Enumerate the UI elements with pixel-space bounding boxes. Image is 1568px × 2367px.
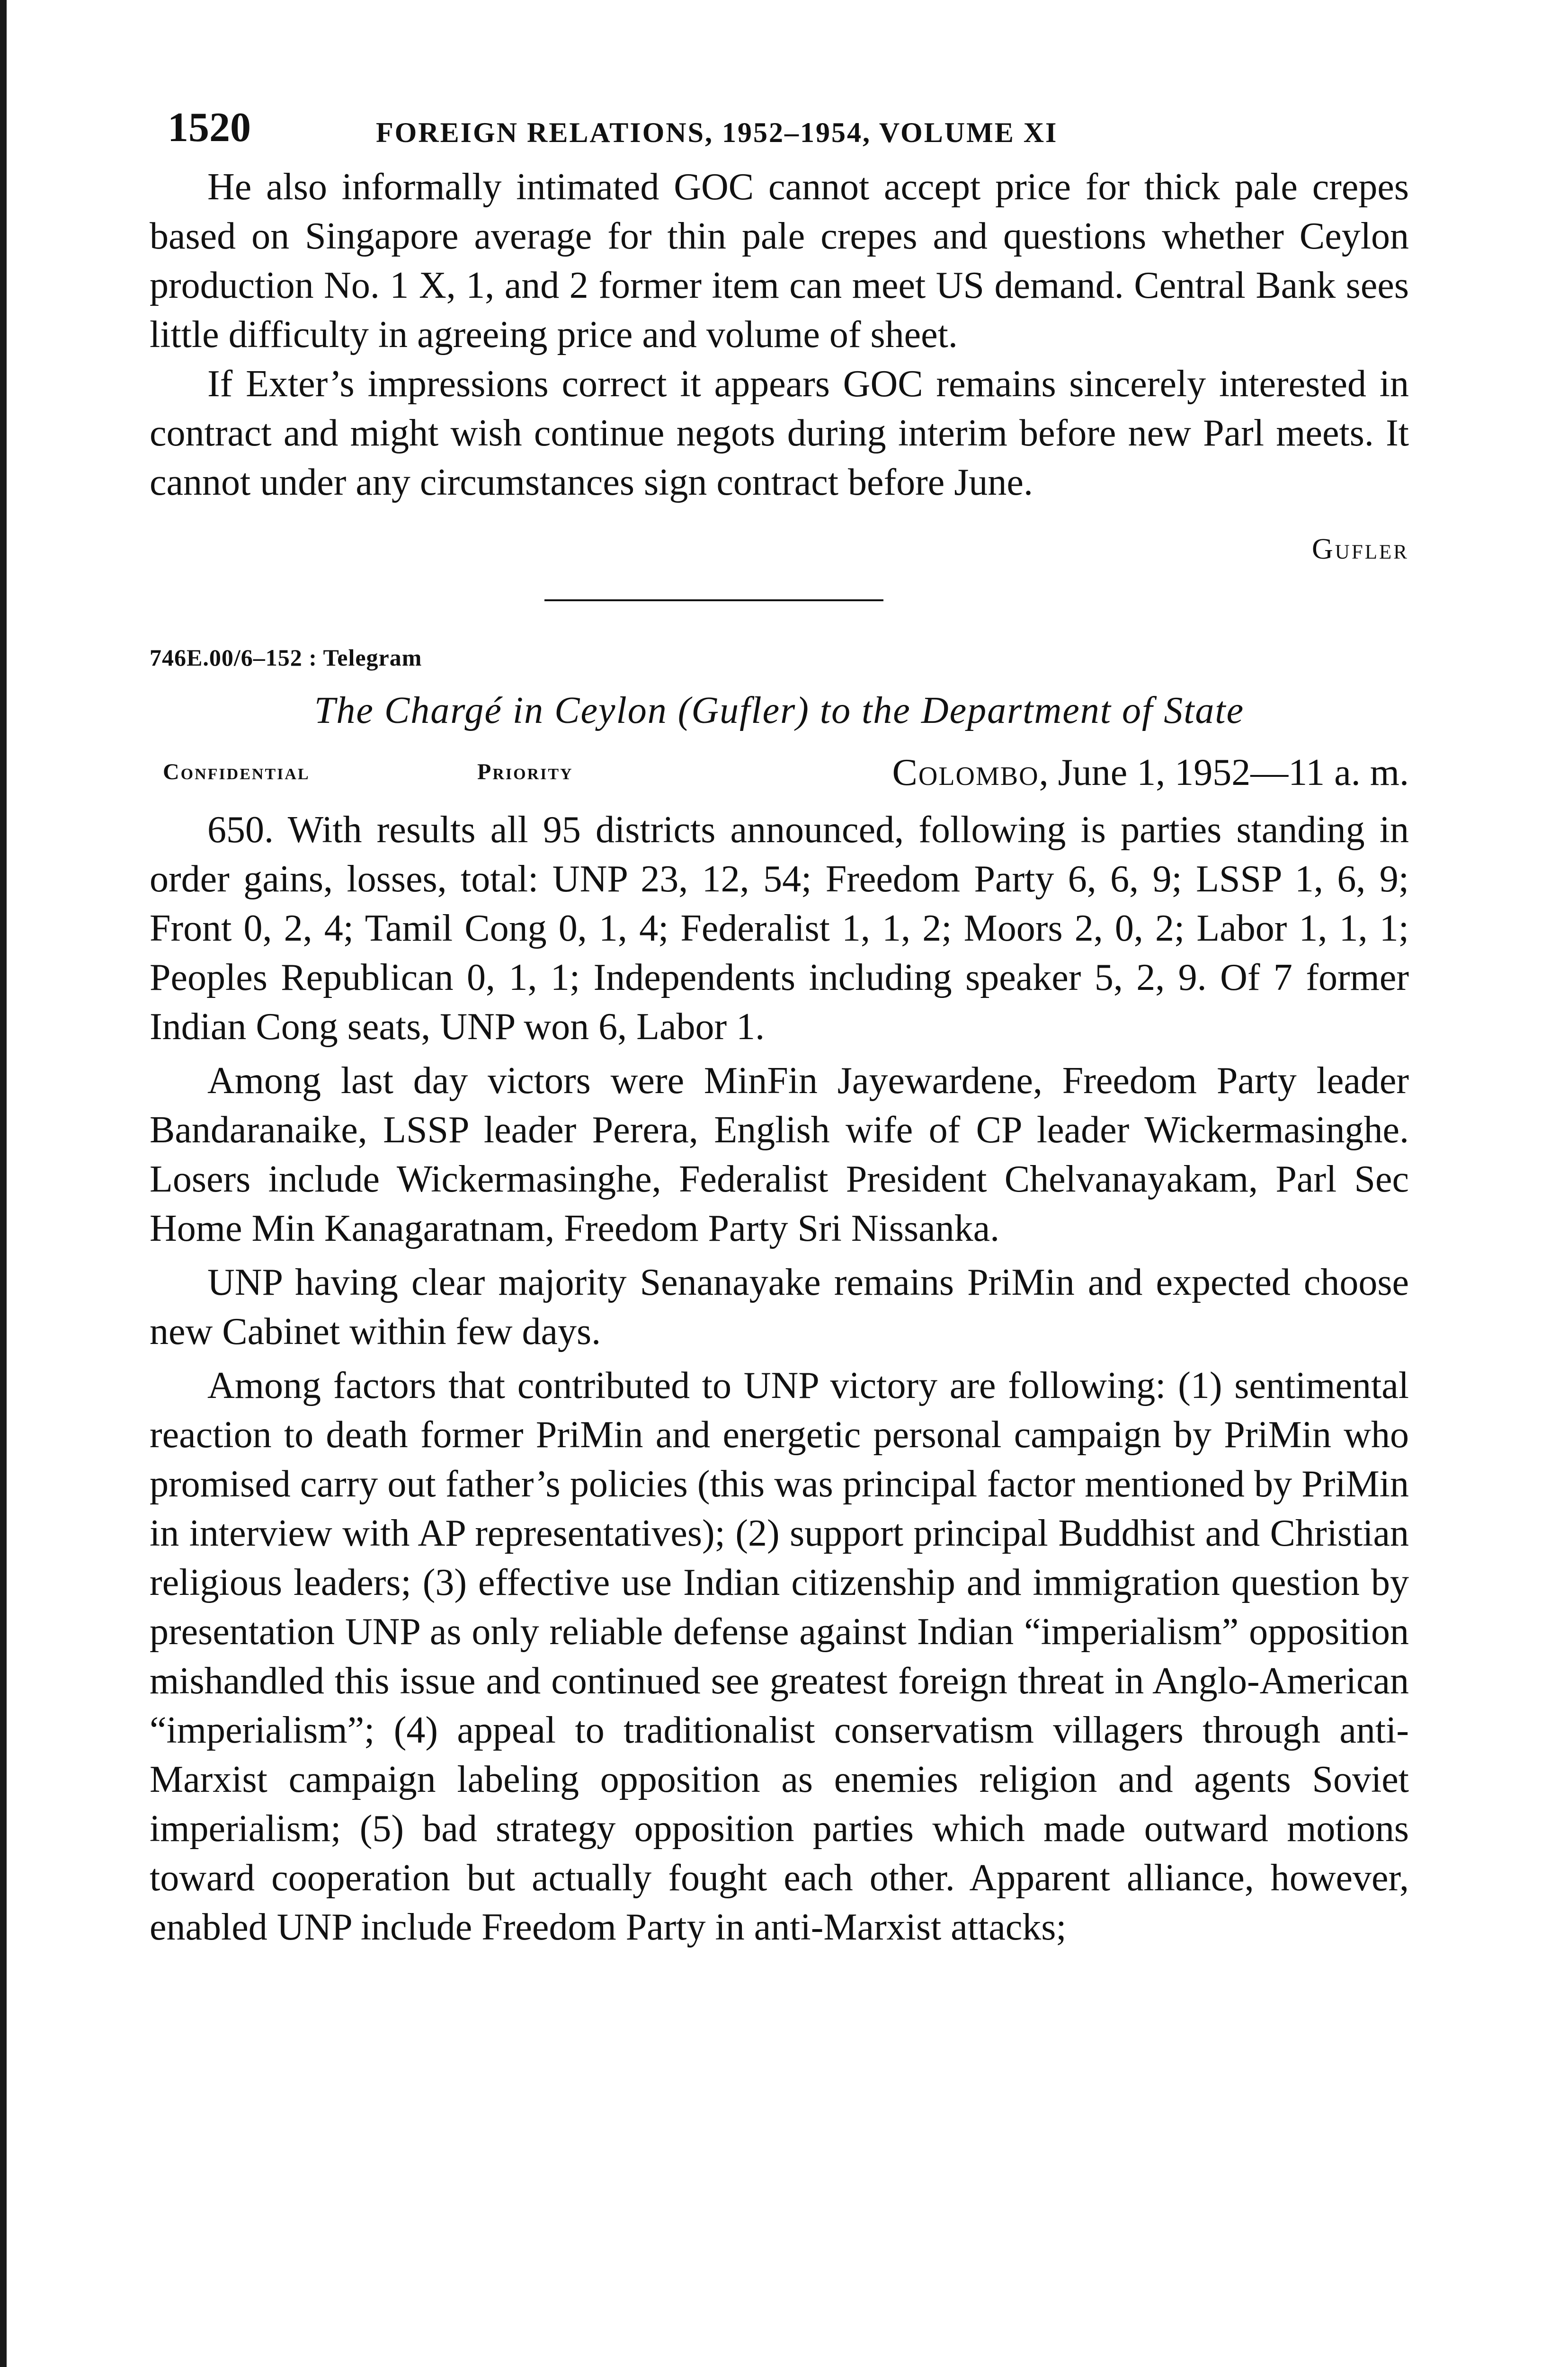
document-page	[150, 102, 1409, 1957]
telegram-body	[150, 805, 1409, 1952]
signature: Gufler	[1312, 533, 1409, 565]
scan-edge	[0, 0, 7, 2367]
classification-label: Confidential	[163, 759, 310, 784]
precedence-label: Priority	[477, 759, 573, 784]
body-paragraph: 650. With results all 95 districts announced, following is parties standing in order gains, losses, total: UNP 23, 12, 54; Freedom Party 6, 6, 9; LSSP 1, 6, 9; Front 0, 2, 4; Tamil Cong 0, 1, 4; Federalist 1, 1, 2; Moors 2, 0, 2; Labor 1, 1, 1; Peoples Republican 0, 1, 1; Independents including speaker 5, 2, 9. Of 7 former Indian Cong seats, UNP won 6, Labor 1.	[150, 809, 1409, 1048]
document-title: The Chargé in Ceylon (Gufler) to the Department of State	[314, 690, 1245, 731]
body-paragraph: Among last day victors were MinFin Jayewardene, Freedom Party leader Bandaranaike, LSSP leader Perera, English wife of CP leader Wickermasinghe. Losers include Wickermasinghe, Federalist President Chelvanayakam, Parl Sec Home Min Kanagaratnam, Freedom Party Sri Nissanka.	[150, 1060, 1409, 1249]
body-paragraph: UNP having clear majority Senanayake remains PriMin and expected choose new Cabinet within few days.	[150, 1262, 1409, 1353]
page-number: 1520	[168, 105, 251, 151]
dateline-place: Colombo	[892, 752, 1039, 793]
dateline-date: , June 1, 1952—11 a. m.	[1039, 752, 1409, 793]
body-paragraph: Among factors that contributed to UNP victory are following: (1) sentimental reaction to death former PriMin and energetic personal campaign by PriMin who promised carry out father’s policies (this was principal factor mentioned by PriMin in interview with AP representatives); (2) support principal Buddhist and Christian religious leaders; (3) effective use Indian citizenship and immigration question by presentation UNP as only reliable defense against Indian “imperialism” opposition mishandled this issue and continued see greatest foreign threat in Anglo-American “imperialism”; (4) appeal to traditionalist conservatism villagers through anti-Marxist campaign labeling opposition as enemies religion and agents Soviet imperialism; (5) bad strategy opposition parties which made outward motions toward cooperation but actually fought each other. Apparent alliance, however, enabled UNP include Freedom Party in anti-Marxist attacks;	[150, 1365, 1409, 1948]
telegram-header	[150, 751, 1409, 803]
document-1-continuation	[150, 162, 1409, 566]
body-paragraph: If Exter’s impressions correct it appears GOC remains sincerely interested in contract and might wish continue negots during interim before new Parl meets. It cannot under any circumstances sign contract before June.	[150, 363, 1409, 503]
running-head	[150, 102, 1409, 154]
dateline	[892, 751, 1409, 794]
section-divider	[544, 599, 883, 601]
document-reference: 746E.00/6–152 : Telegram	[150, 644, 422, 671]
body-paragraph: He also informally intimated GOC cannot accept price for thick pale crepes based on Singapore average for thin pale crepes and questions whether Ceylon production No. 1 X, 1, and 2 former item can meet US demand. Central Bank sees little difficulty in agreeing price and volume of sheet.	[150, 166, 1409, 356]
running-title: FOREIGN RELATIONS, 1952–1954, VOLUME XI	[376, 117, 1058, 148]
